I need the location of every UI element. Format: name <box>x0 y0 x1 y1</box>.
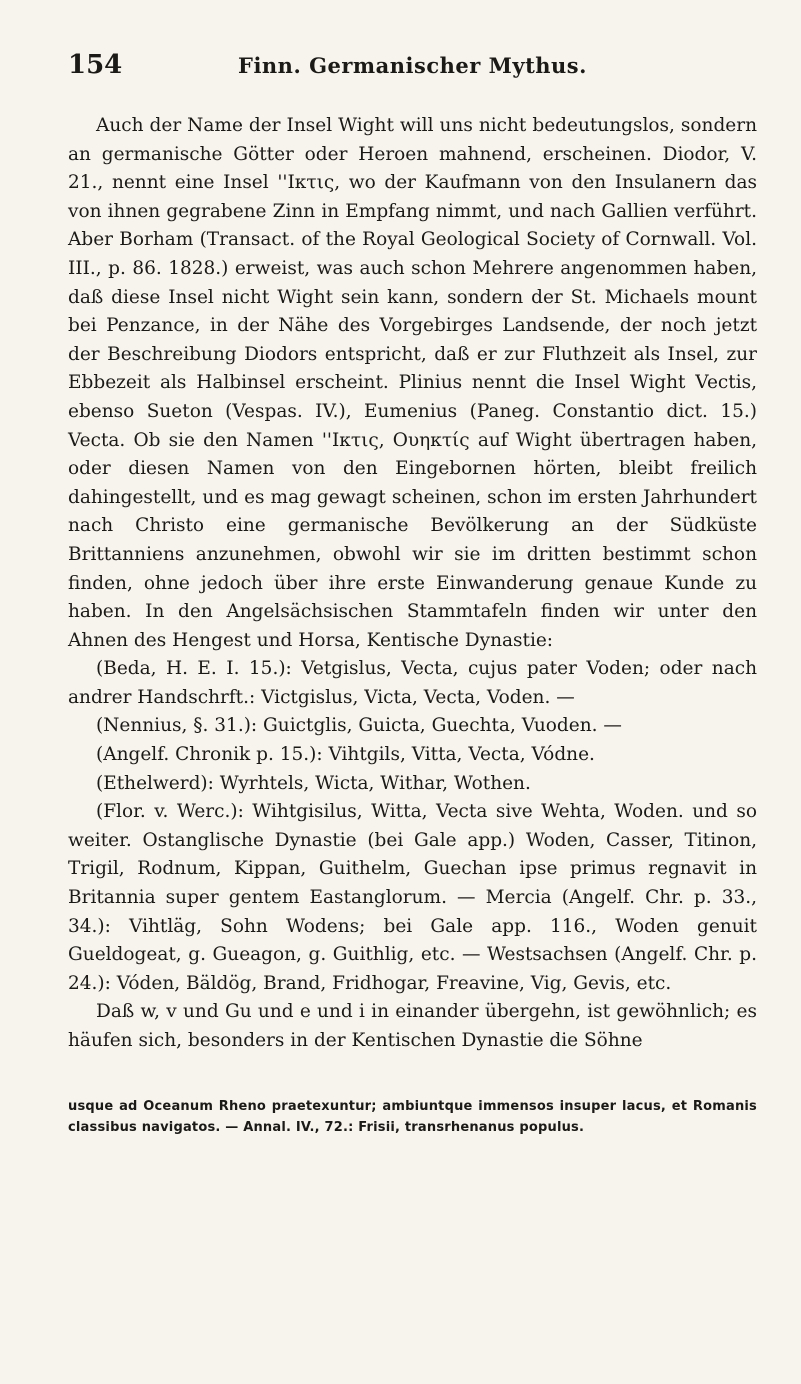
footnote: usque ad Oceanum Rheno praetexuntur; ambiuntque immensos insuper lacus, et Romanis classibus navigatos. — Annal. IV., 72.: Frisii, transrhenanus populus. <box>68 1098 757 1135</box>
genealogy-beda: (Beda, H. E. I. 15.): Vetgislus, Vecta, cujus pater Voden; oder nach andrer Handschrft.: Victgislus, Victa, Vecta, Voden. — <box>68 658 757 708</box>
genealogy-chronik: (Angelf. Chronik p. 15.): Vihtgils, Vitta, Vecta, Vódne. <box>96 744 595 766</box>
main-text <box>68 112 757 1056</box>
genealogy-nennius: (Nennius, §. 31.): Guictglis, Guicta, Guechta, Vuoden. — <box>96 715 622 737</box>
genealogy-florence: (Flor. v. Werc.): Wihtgisilus, Witta, Vecta sive Wehta, Woden. und so weiter. Ostanglische Dynastie (bei Gale app.) Woden, Casser, Titinon, Trigil, Rodnum, Kippan, Guithelm, Guechan ipse primus regnavit in Britannia super gentem Eastanglorum. — Mercia (Angelf. Chr. p. 33., 34.): Vihtläg, Sohn Wodens; bei Gale app. 116., Woden genuit Gueldogeat, g. Gueagon, g. Guithlig, etc. — Westsachsen (Angelf. Chr. p. 24.): Vóden, Bäldög, Brand, Fridhogar, Freavine, Vig, Gevis, etc. <box>68 801 757 994</box>
genealogy-ethelwerd: (Ethelwerd): Wyrhtels, Wicta, Withar, Wothen. <box>96 772 531 794</box>
paragraph: Daß w, v und Gu und e und i in einander übergehn, ist gewöhnlich; es häufen sich, besonders in der Kentischen Dynastie die Söhne <box>68 1001 757 1051</box>
paragraph: Auch der Name der Insel Wight will uns nicht bedeutungslos, sondern an germanische Götter oder Heroen mahnend, erscheinen. Diodor, V. 21., nennt eine Insel ''Ικτις, wo der Kaufmann von den Insulanern das von ihnen gegrabene Zinn in Empfang nimmt, und nach Gallien verführt. Aber Borham (Transact. of the Royal Geological Society of Cornwall. Vol. III., p. 86. 1828.) erweist, was auch schon Mehrere angenommen haben, daß diese Insel nicht Wight sein kann, sondern der St. Michaels mount bei Penzance, in der Nähe des Vorgebirges Landsende, der noch jetzt der Beschreibung Diodors entspricht, daß er zur Fluthzeit als Insel, zur Ebbezeit als Halbinsel erscheint. Plinius nennt die Insel Wight Vectis, ebenso Sueton (Vespas. IV.), Eumenius (Paneg. Constantio dict. 15.) Vecta. Ob sie den Namen ''Ικτις, Ουηκτίς auf Wight übertragen haben, oder diesen Namen von den Eingebornen hörten, bleibt freilich dahingestellt, und es mag gewagt scheinen, schon im ersten Jahrhundert nach Christo eine germanische Bevölkerung an der Südküste Brittanniens anzunehmen, obwohl wir sie im dritten bestimmt schon finden, ohne jedoch über ihre erste Einwanderung genaue Kunde zu haben. In den Angelsächsischen Stammtafeln finden wir unter den Ahnen des Hengest und Horsa, Kentische Dynastie: <box>68 115 757 651</box>
page-header <box>68 50 757 90</box>
running-title: Finn. Germanischer Mythus. <box>238 53 587 78</box>
page-number: 154 <box>68 50 123 80</box>
